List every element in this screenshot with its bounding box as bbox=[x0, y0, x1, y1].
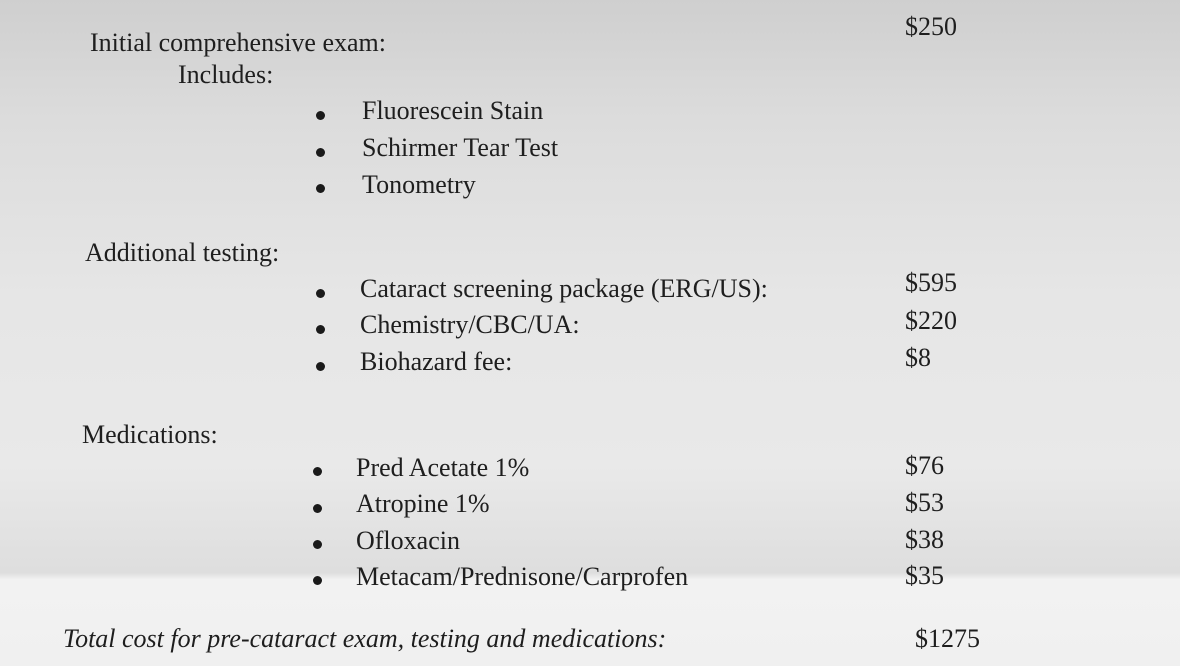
total-label: Total cost for pre-cataract exam, testing and medications: bbox=[63, 624, 667, 653]
medication-item: Atropine 1% bbox=[356, 489, 490, 518]
exam-item: Schirmer Tear Test bbox=[362, 133, 559, 162]
medication-item: Pred Acetate 1% bbox=[356, 453, 530, 482]
medication-item: Ofloxacin bbox=[356, 526, 460, 555]
medication-price: $53 bbox=[905, 488, 944, 517]
testing-price: $8 bbox=[905, 343, 931, 372]
medication-item: Metacam/Prednisone/Carprofen bbox=[356, 562, 689, 591]
exam-price: $250 bbox=[905, 12, 957, 41]
bullet-icon bbox=[316, 289, 325, 298]
testing-item: Biohazard fee: bbox=[360, 347, 513, 376]
exam-item: Fluorescein Stain bbox=[362, 96, 544, 125]
exam-label: Initial comprehensive exam: bbox=[90, 28, 387, 57]
testing-item: Cataract screening package (ERG/US): bbox=[360, 274, 768, 303]
bullet-icon bbox=[316, 362, 325, 371]
medication-price: $76 bbox=[905, 451, 944, 480]
exam-item: Tonometry bbox=[362, 170, 476, 199]
medication-price: $38 bbox=[905, 525, 944, 554]
testing-price: $595 bbox=[905, 268, 957, 297]
medications-label: Medications: bbox=[82, 420, 218, 449]
bullet-icon bbox=[316, 184, 325, 193]
includes-label: Includes: bbox=[178, 60, 274, 89]
medication-price: $35 bbox=[905, 561, 944, 590]
bullet-icon bbox=[316, 111, 325, 120]
bullet-icon bbox=[313, 467, 322, 476]
bullet-icon bbox=[313, 540, 322, 549]
testing-item: Chemistry/CBC/UA: bbox=[360, 310, 580, 339]
testing-label: Additional testing: bbox=[85, 238, 280, 267]
testing-price: $220 bbox=[905, 306, 957, 335]
bullet-icon bbox=[316, 148, 325, 157]
bullet-icon bbox=[313, 504, 322, 513]
bullet-icon bbox=[316, 325, 325, 334]
bullet-icon bbox=[313, 576, 322, 585]
total-price: $1275 bbox=[915, 624, 980, 653]
